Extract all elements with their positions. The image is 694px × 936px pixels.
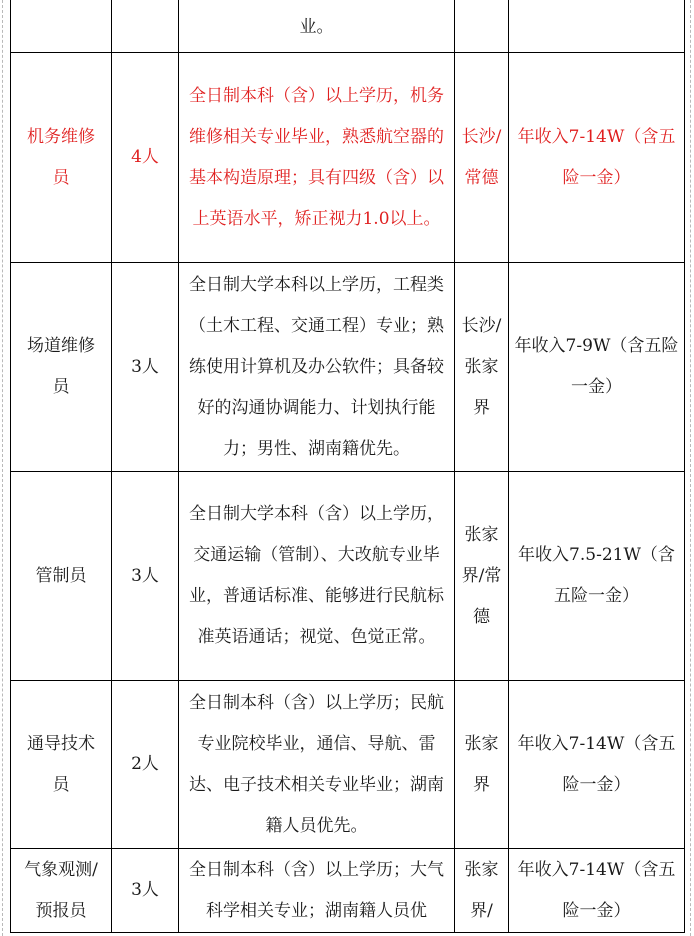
count-cell: 3人 bbox=[112, 849, 179, 933]
requirements-cell: 全日制大学本科（含）以上学历，交通运输（管制）、大改航专业毕业，普通话标准、能够进行民航标准英语通话；视觉、色觉正常。 bbox=[179, 472, 455, 681]
table-row-continuation bbox=[11, 0, 685, 53]
salary-cell: 年收入7-14W（含五险一金） bbox=[509, 681, 685, 849]
count-cell: 2人 bbox=[112, 681, 179, 849]
count-cell: 4人 bbox=[112, 53, 179, 263]
table-row-aircraft-maintenance bbox=[11, 53, 685, 263]
location-cell: 长沙/常德 bbox=[455, 53, 509, 263]
position-cell: 气象观测/预报员 bbox=[11, 849, 112, 933]
salary-cell: 年收入7-14W（含五险一金） bbox=[509, 53, 685, 263]
location-cell: 张家界/常德 bbox=[455, 472, 509, 681]
requirements-cell: 全日制本科（含）以上学历；大气科学相关专业；湖南籍人员优 bbox=[179, 849, 455, 933]
location-cell: 张家界 bbox=[455, 681, 509, 849]
count-cell: 3人 bbox=[112, 263, 179, 472]
position-cell bbox=[11, 0, 112, 53]
table-row-meteorology bbox=[11, 849, 685, 933]
table-row-airfield-maintenance bbox=[11, 263, 685, 472]
job-recruitment-table bbox=[10, 0, 685, 933]
location-cell: 长沙/张家界 bbox=[455, 263, 509, 472]
requirements-cell: 全日制大学本科以上学历，工程类（土木工程、交通工程）专业；熟练使用计算机及办公软件；具备较好的沟通协调能力、计划执行能力；男性、湖南籍优先。 bbox=[179, 263, 455, 472]
salary-cell: 年收入7-14W（含五险一金） bbox=[509, 849, 685, 933]
count-cell: 3人 bbox=[112, 472, 179, 681]
salary-cell bbox=[509, 0, 685, 53]
page-margin-guide-left bbox=[2, 0, 3, 936]
salary-cell: 年收入7.5-21W（含五险一金） bbox=[509, 472, 685, 681]
page-margin-guide-right bbox=[690, 0, 691, 936]
position-cell: 通导技术员 bbox=[11, 681, 112, 849]
position-cell: 机务维修员 bbox=[11, 53, 112, 263]
location-cell: 张家界/ bbox=[455, 849, 509, 933]
table-row-navigation-technician bbox=[11, 681, 685, 849]
requirements-cell: 业。 bbox=[179, 0, 455, 53]
position-cell: 管制员 bbox=[11, 472, 112, 681]
salary-cell: 年收入7-9W（含五险一金） bbox=[509, 263, 685, 472]
requirements-cell: 全日制本科（含）以上学历，机务维修相关专业毕业，熟悉航空器的基本构造原理；具有四级（含）以上英语水平，矫正视力1.0以上。 bbox=[179, 53, 455, 263]
position-cell: 场道维修员 bbox=[11, 263, 112, 472]
count-cell bbox=[112, 0, 179, 53]
requirements-cell: 全日制本科（含）以上学历；民航专业院校毕业，通信、导航、雷达、电子技术相关专业毕业；湖南籍人员优先。 bbox=[179, 681, 455, 849]
location-cell bbox=[455, 0, 509, 53]
table-row-air-traffic-controller bbox=[11, 472, 685, 681]
